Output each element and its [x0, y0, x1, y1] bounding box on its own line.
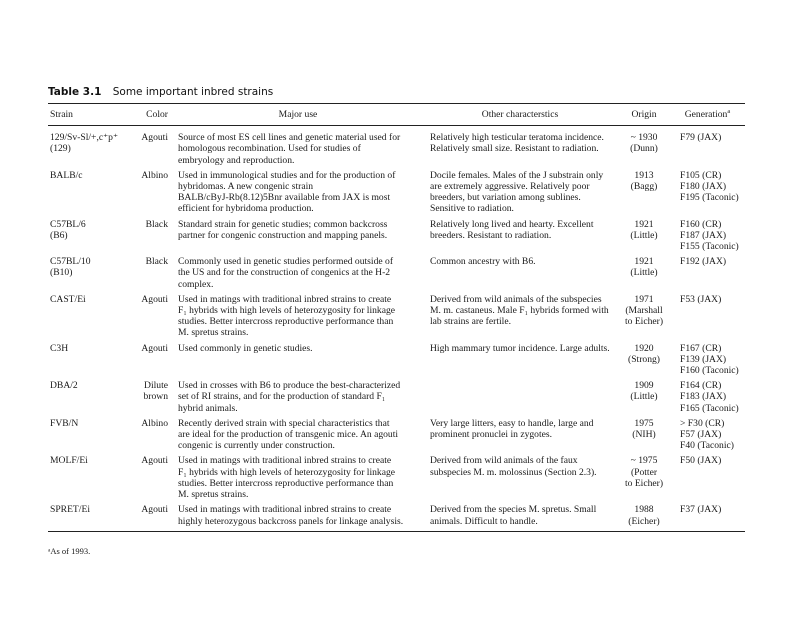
cell-line: (Strong): [628, 353, 660, 365]
cell-major-use: [174, 343, 422, 381]
cell-major-use: [174, 126, 422, 170]
cell-other-characteristics: [422, 418, 618, 456]
cell-line: Derived from the species M. spretus. Small: [430, 504, 597, 516]
cell-line: (129): [50, 143, 71, 155]
cell-line: (Little): [630, 267, 658, 279]
cell-line: F40 (Taconic): [680, 440, 734, 452]
cell-line: Used in matings with traditional inbred strains to create: [178, 504, 392, 516]
cell-line: (Dunn): [630, 143, 658, 155]
cell-origin: [618, 219, 670, 257]
cell-line: M. spretus strains.: [178, 489, 249, 501]
cell-other-characteristics: [422, 343, 618, 381]
cell-line: Used in matings with traditional inbred strains to create: [178, 455, 392, 467]
cell-line: Sensitive to radiation.: [430, 203, 514, 215]
cell-line: hybrid animals.: [178, 402, 238, 414]
table-body: [48, 126, 745, 532]
cell-line: 1971: [634, 293, 654, 305]
cell-generation: [670, 380, 745, 418]
cell-line: C57BL/10: [50, 256, 91, 268]
cell-line: F160 (Taconic): [680, 365, 739, 377]
cell-line: Agouti: [141, 504, 168, 516]
cell-major-use: [174, 256, 422, 294]
cell-line: highly heterozygous backcross panels for linkage analysis.: [178, 515, 404, 527]
cell-line: F₁ hybrids with high levels of heterozygosity for linkage: [178, 466, 396, 478]
table-row: [48, 380, 745, 418]
cell-line: F183 (JAX): [680, 391, 727, 403]
cell-line: F160 (CR): [680, 218, 722, 230]
cell-line: Recently derived strain with special characteristics that: [178, 417, 390, 429]
cell-color: [122, 455, 174, 504]
cell-line: Commonly used in genetic studies performed outside of: [178, 256, 394, 268]
cell-other-characteristics: [422, 170, 618, 219]
table-row: [48, 455, 745, 504]
cell-origin: [618, 418, 670, 456]
cell-line: efficient for hybridoma production.: [178, 203, 314, 215]
cell-other-characteristics: [422, 294, 618, 343]
cell-line: 1921: [634, 256, 654, 268]
cell-line: lab strains are fertile.: [430, 316, 511, 328]
cell-line: CAST/Ei: [50, 293, 86, 305]
cell-major-use: [174, 418, 422, 456]
cell-line: subspecies M. m. molossinus (Section 2.3).: [430, 466, 597, 478]
table-title: Some important inbred strains: [112, 86, 274, 98]
cell-line: Docile females. Males of the J substrain only: [430, 169, 604, 181]
cell-line: F₁ hybrids with high levels of heterozygosity for linkage: [178, 305, 396, 317]
cell-origin: [618, 170, 670, 219]
cell-line: the US and for the construction of congenics at the H-2: [178, 267, 391, 279]
cell-generation: [670, 256, 745, 294]
cell-other-characteristics: [422, 126, 618, 170]
cell-line: F187 (JAX): [680, 229, 727, 241]
cell-line: F167 (CR): [680, 342, 722, 354]
cell-color: [122, 380, 174, 418]
cell-strain: [48, 294, 122, 343]
cell-strain: [48, 343, 122, 381]
cell-line: Used in crosses with B6 to produce the best-characterized: [178, 380, 401, 392]
cell-strain: [48, 380, 122, 418]
cell-line: Used commonly in genetic studies.: [178, 342, 313, 354]
table-row: [48, 294, 745, 343]
cell-line: 1988: [634, 504, 654, 516]
header-generation-label: Generation: [684, 109, 728, 120]
cell-major-use: [174, 504, 422, 531]
header-major-use: Major use: [278, 109, 318, 120]
cell-origin: [618, 455, 670, 504]
cell-generation: [670, 418, 745, 456]
cell-line: Agouti: [141, 342, 168, 354]
cell-line: F57 (JAX): [680, 429, 722, 441]
cell-line: set of RI strains, and for the production of standard F₁: [178, 391, 386, 403]
cell-generation: [670, 219, 745, 257]
cell-line: F164 (CR): [680, 380, 722, 392]
cell-line: FVB/N: [50, 417, 79, 429]
cell-line: 1975: [634, 417, 654, 429]
cell-color: [122, 504, 174, 531]
cell-line: (Marshall: [625, 305, 663, 317]
cell-other-characteristics: [422, 380, 618, 418]
cell-line: complex.: [178, 278, 214, 290]
cell-line: Relatively high testicular teratoma incidence.: [430, 132, 604, 144]
cell-line: Common ancestry with B6.: [430, 256, 536, 268]
cell-line: DBA/2: [50, 380, 78, 392]
cell-line: F50 (JAX): [680, 455, 722, 467]
cell-line: homologous recombination. Used for studies of: [178, 143, 361, 155]
cell-line: 129/Sv-Sl/+,c⁺p⁺: [50, 132, 119, 144]
cell-line: hybridomas. A new congenic strain: [178, 181, 314, 193]
cell-generation: [670, 504, 745, 531]
cell-other-characteristics: [422, 256, 618, 294]
cell-strain: [48, 504, 122, 531]
cell-line: F192 (JAX): [680, 256, 727, 268]
cell-strain: [48, 126, 122, 170]
cell-line: (Bagg): [630, 181, 658, 193]
cell-line: F105 (CR): [680, 169, 722, 181]
cell-origin: [618, 504, 670, 531]
cell-line: 1920: [634, 342, 654, 354]
cell-line: (Little): [630, 229, 658, 241]
table-row: [48, 504, 745, 531]
cell-line: studies. Better intercross reproductive performance than: [178, 477, 394, 489]
cell-line: (B10): [50, 267, 73, 279]
cell-line: breeders. Resistant to radiation.: [430, 229, 552, 241]
cell-major-use: [174, 455, 422, 504]
table-row: [48, 170, 745, 219]
cell-strain: [48, 219, 122, 257]
cell-line: F79 (JAX): [680, 132, 722, 144]
cell-line: congenic is currently under construction.: [178, 440, 335, 452]
table-row: [48, 343, 745, 381]
header-origin: Origin: [631, 109, 657, 120]
header-row: [48, 104, 745, 126]
footnote-marker: a: [727, 107, 731, 115]
cell-major-use: [174, 380, 422, 418]
cell-line: embryology and reproduction.: [178, 154, 295, 166]
cell-line: Albino: [141, 417, 168, 429]
cell-color: [122, 170, 174, 219]
cell-line: to Eicher): [624, 316, 664, 328]
header-strain: Strain: [50, 109, 73, 120]
cell-line: Agouti: [141, 293, 168, 305]
cell-major-use: [174, 219, 422, 257]
cell-line: Used in matings with traditional inbred strains to create: [178, 293, 392, 305]
cell-line: prominent pronuclei in zygotes.: [430, 429, 553, 441]
cell-line: to Eicher): [624, 477, 664, 489]
cell-line: are ideal for the production of transgenic mice. An agouti: [178, 429, 399, 441]
cell-line: Source of most ES cell lines and genetic material used for: [178, 132, 401, 144]
cell-line: F165 (Taconic): [680, 402, 739, 414]
cell-color: [122, 294, 174, 343]
cell-line: Dilute: [144, 380, 168, 392]
cell-generation: [670, 343, 745, 381]
cell-line: MOLF/Ei: [50, 455, 88, 467]
cell-line: Agouti: [141, 132, 168, 144]
cell-line: Albino: [141, 169, 168, 181]
cell-other-characteristics: [422, 455, 618, 504]
header-color: Color: [146, 109, 168, 120]
cell-major-use: [174, 294, 422, 343]
cell-line: (Potter: [630, 466, 658, 478]
cell-line: Derived from wild animals of the faux: [430, 455, 578, 467]
cell-origin: [618, 294, 670, 343]
cell-line: breeders, but variation among sublines.: [430, 192, 581, 204]
cell-line: Relatively small size. Resistant to radiation.: [430, 143, 599, 155]
cell-generation: [670, 170, 745, 219]
cell-line: C57BL/6: [50, 218, 86, 230]
cell-strain: [48, 170, 122, 219]
cell-line: M. m. castaneus. Male F₁ hybrids formed with: [430, 305, 609, 317]
cell-line: SPRET/Ei: [50, 504, 90, 516]
cell-line: 1921: [634, 218, 654, 230]
inbred-strains-table: [48, 103, 745, 532]
cell-other-characteristics: [422, 219, 618, 257]
cell-line: 1909: [634, 380, 654, 392]
cell-line: ~ 1930: [630, 132, 658, 144]
cell-origin: [618, 380, 670, 418]
cell-strain: [48, 455, 122, 504]
table-row: [48, 126, 745, 170]
cell-line: Standard strain for genetic studies; common backcross: [178, 218, 388, 230]
cell-line: studies. Better intercross reproductive performance than: [178, 316, 394, 328]
cell-line: (NIH): [632, 429, 656, 441]
cell-line: F155 (Taconic): [680, 241, 739, 253]
cell-color: [122, 219, 174, 257]
cell-line: F37 (JAX): [680, 504, 722, 516]
cell-line: Agouti: [141, 455, 168, 467]
cell-color: [122, 343, 174, 381]
cell-line: C3H: [50, 342, 69, 354]
cell-line: F139 (JAX): [680, 353, 727, 365]
cell-color: [122, 126, 174, 170]
cell-line: Relatively long lived and hearty. Excellent: [430, 218, 594, 230]
cell-line: BALB/c: [50, 169, 83, 181]
cell-line: (Little): [630, 391, 658, 403]
cell-line: M. spretus strains.: [178, 327, 249, 339]
cell-line: partner for congenic construction and mapping panels.: [178, 229, 388, 241]
inbred-strains-table-container: [48, 103, 745, 532]
table-row: [48, 219, 745, 257]
cell-line: High mammary tumor incidence. Large adults.: [430, 342, 610, 354]
cell-origin: [618, 256, 670, 294]
cell-color: [122, 256, 174, 294]
cell-major-use: [174, 170, 422, 219]
cell-generation: [670, 126, 745, 170]
cell-line: animals. Difficult to handle.: [430, 515, 538, 527]
cell-line: ~ 1975: [630, 455, 658, 467]
cell-strain: [48, 418, 122, 456]
cell-line: 1913: [634, 169, 654, 181]
header-generation: [670, 104, 745, 126]
table-number: Table 3.1: [48, 86, 102, 98]
header-other-characteristics: Other characterstics: [481, 109, 559, 120]
cell-origin: [618, 126, 670, 170]
cell-line: Very large litters, easy to handle, large and: [430, 417, 594, 429]
cell-line: Black: [145, 218, 168, 230]
cell-line: (Eicher): [628, 515, 660, 527]
cell-generation: [670, 455, 745, 504]
cell-strain: [48, 256, 122, 294]
table-footnote: ᵃAs of 1993.: [48, 546, 91, 556]
table-row: [48, 256, 745, 294]
table-row: [48, 418, 745, 456]
cell-other-characteristics: [422, 504, 618, 531]
cell-line: Black: [145, 256, 168, 268]
cell-line: (B6): [50, 229, 68, 241]
cell-generation: [670, 294, 745, 343]
cell-line: are extremely aggressive. Relatively poor: [430, 181, 590, 193]
cell-line: F195 (Taconic): [680, 192, 739, 204]
cell-line: > F30 (CR): [680, 417, 725, 429]
cell-line: F53 (JAX): [680, 293, 722, 305]
cell-line: F180 (JAX): [680, 181, 727, 193]
cell-line: BALB/cByJ-Rb(8.12)5Bnr available from JAX is most: [178, 192, 391, 204]
cell-line: Derived from wild animals of the subspecies: [430, 293, 602, 305]
cell-line: Used in immunological studies and for the production of: [178, 169, 396, 181]
table-caption: [48, 86, 273, 98]
cell-origin: [618, 343, 670, 381]
cell-line: brown: [143, 391, 168, 403]
cell-color: [122, 418, 174, 456]
